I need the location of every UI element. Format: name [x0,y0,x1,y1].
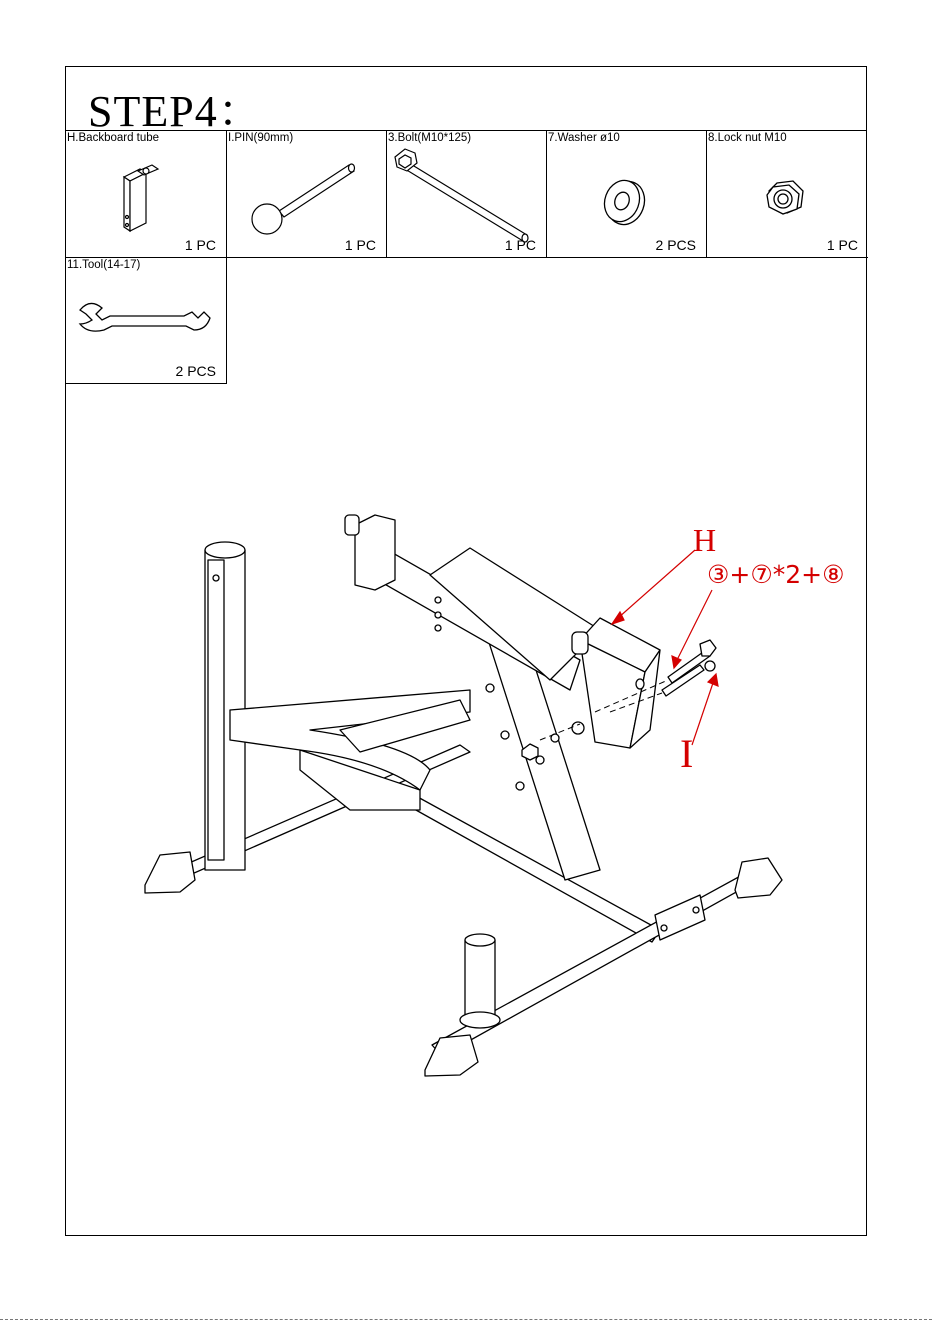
part-label: 3.Bolt(M10*125) [388,132,472,144]
foot-front [425,1035,478,1076]
part-label: 8.Lock nut M10 [708,132,787,144]
part-label: H.Backboard tube [67,132,160,144]
callout-label-h: H [693,522,717,558]
part-label: 11.Tool(14-17) [67,259,141,271]
base-rail-diagonal [398,790,660,942]
pop-pin-knob [572,632,588,654]
part-label: 7.Washer ø10 [548,132,620,144]
rail-bracket [655,895,705,940]
upright-top [205,542,245,558]
part-quantity: 1 PC [184,237,216,253]
part-quantity: 1 PC [504,237,536,253]
step-title: STEP4： [88,87,263,136]
part-quantity: 2 PCS [655,237,696,253]
callout-label-combo: ③+⑦*2+⑧ [707,560,845,589]
page-bottom-divider [0,1319,932,1320]
foot-left [145,852,195,893]
plate-holder-top [465,934,495,946]
part-label: I.PIN(90mm) [228,132,294,144]
part-quantity: 1 PC [826,237,858,253]
plate-holder-collar [460,1012,500,1028]
rear-sleeve [355,515,395,590]
part-quantity: 1 PC [344,237,376,253]
foot-right [735,858,782,898]
plate-holder-post [465,940,495,1020]
callout-line-i [692,680,714,745]
callout-label-i: I [680,731,694,776]
part-quantity: 2 PCS [175,363,216,379]
callout-line-h [618,550,695,618]
